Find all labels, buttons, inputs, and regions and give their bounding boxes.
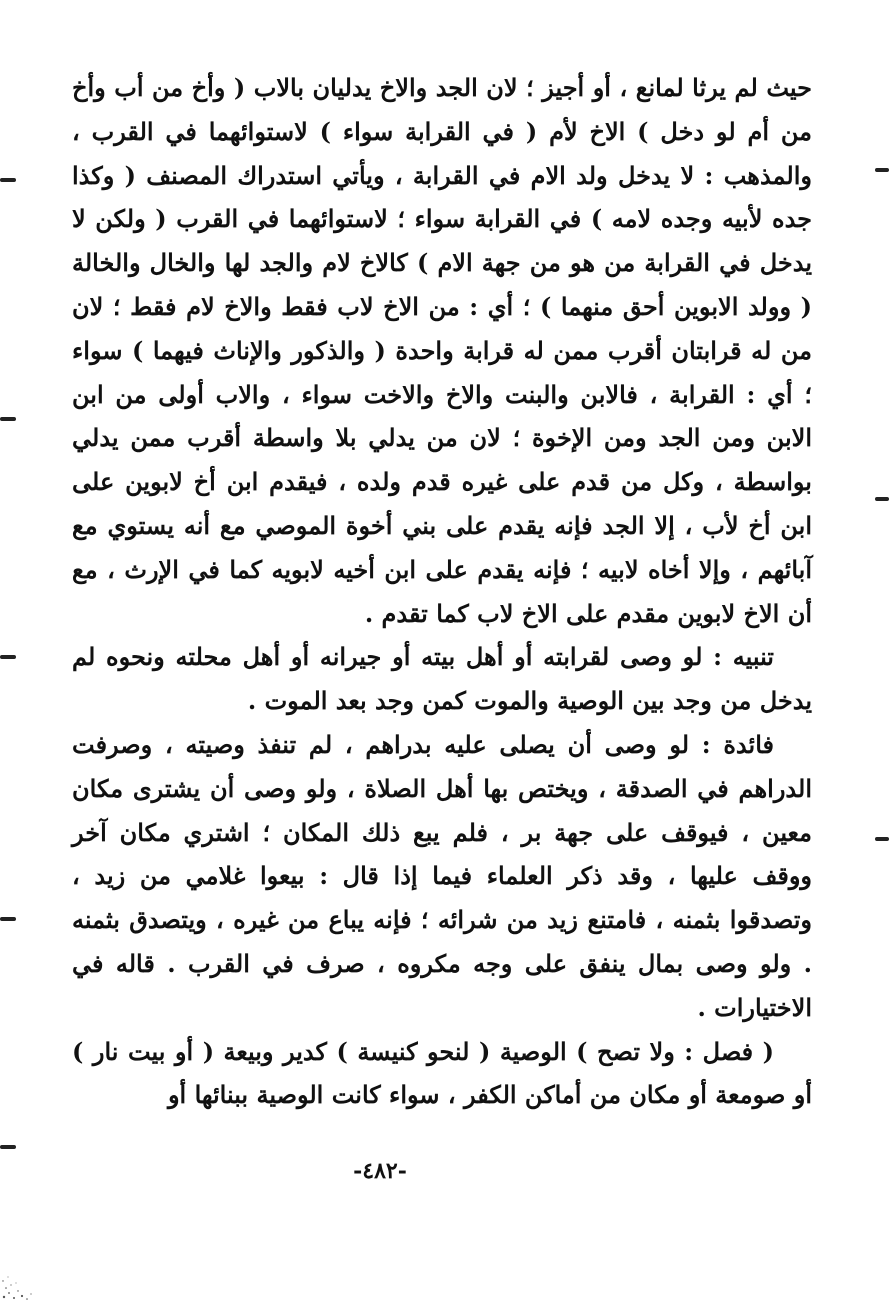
binding-mark [0,1145,16,1149]
binding-mark [0,417,16,421]
binding-mark [0,178,16,182]
binding-mark [875,168,889,172]
binding-mark [875,497,889,501]
page-number: -٤٨٢- [353,1158,407,1184]
paragraph-tanbih: تنبيه : لو وصى لقرابته أو أهل بيته أو جيرانه أو أهل محلته ونحوه لم يدخل من وجد بين الوصية والموت كمن وجد بعد الموت . [72,642,812,716]
binding-mark [0,917,16,921]
page-body [72,66,812,1117]
binding-mark [875,837,889,841]
paragraph-fasl: ( فصل : ولا تصح ) الوصية ( لنحو كنيسة ) كدير وبيعة ( أو بيت نار ) أو صومعة أو مكان من أماكن الكفر ، سواء كانت الوصية ببنائها أو [72,1036,812,1110]
paragraph-faida: فائدة : لو وصى أن يصلى عليه بدراهم ، لم تنفذ وصيته ، وصرفت الدراهم في الصدقة ، ويختص بها أهل الصلاة ، ولو وصى أن يشترى مكان معين ، فيوقف على جهة بر ، فلم يبع ذلك المكان ؛ اشتري مكان آخر ووقف عليها ، وقد ذكر العلماء فيما إذا قال : بيعوا غلامي من زيد ، وتصدقوا بثمنه ، فامتنع زيد من شرائه ؛ فإنه يباع من غيره ، ويتصدق بثمنه . ولو وصى بمال ينفق على وجه مكروه ، صرف في القرب . قاله في الاختيارات . [72,729,813,1022]
paragraph-main: حيث لم يرثا لمانع ، أو أجيز ؛ لان الجد والاخ يدليان بالاب ( وأخ من أب وأخ من أم لو دخل ) الاخ لأم ( في القرابة سواء ) لاستوائهما في القرب ، والمذهب : لا يدخل ولد الام في القرابة ، ويأتي استدراك المصنف ( وكذا جده لأبيه وجده لامه ) في القرابة سواء ؛ لاستوائهما في القرب ( ولكن لا يدخل في القرابة من هو من جهة الام ) كالاخ لام والجد لها والخال والخالة ( وولد الابوين أحق منهما ) ؛ أي : من الاخ لاب فقط والاخ لام فقط ؛ لان من له قرابتان أقرب ممن له قرابة واحدة ( والذكور والإناث فيهما ) سواء ؛ أي : القرابة ، فالابن والبنت والاخ والاخت سواء ، والاب أولى من ابن الابن ومن الجد ومن الإخوة ؛ لان من يدلي بلا واسطة أقرب ممن يدلي بواسطة ، وكل من قدم على غيره قدم ولده ، فيقدم ابن أخ لابوين على ابن أخ لأب ، إلا الجد فإنه يقدم على بني أخوة الموصي مع أنه يستوي مع آبائهم ، وإلا أخاه لابيه ؛ فإنه يقدم على ابن أخيه لابويه كما في الإرث ، مع أن الاخ لابوين مقدم على الاخ لاب كما تقدم . [72,73,812,628]
binding-mark [0,655,16,659]
scan-speckle [0,1241,60,1301]
